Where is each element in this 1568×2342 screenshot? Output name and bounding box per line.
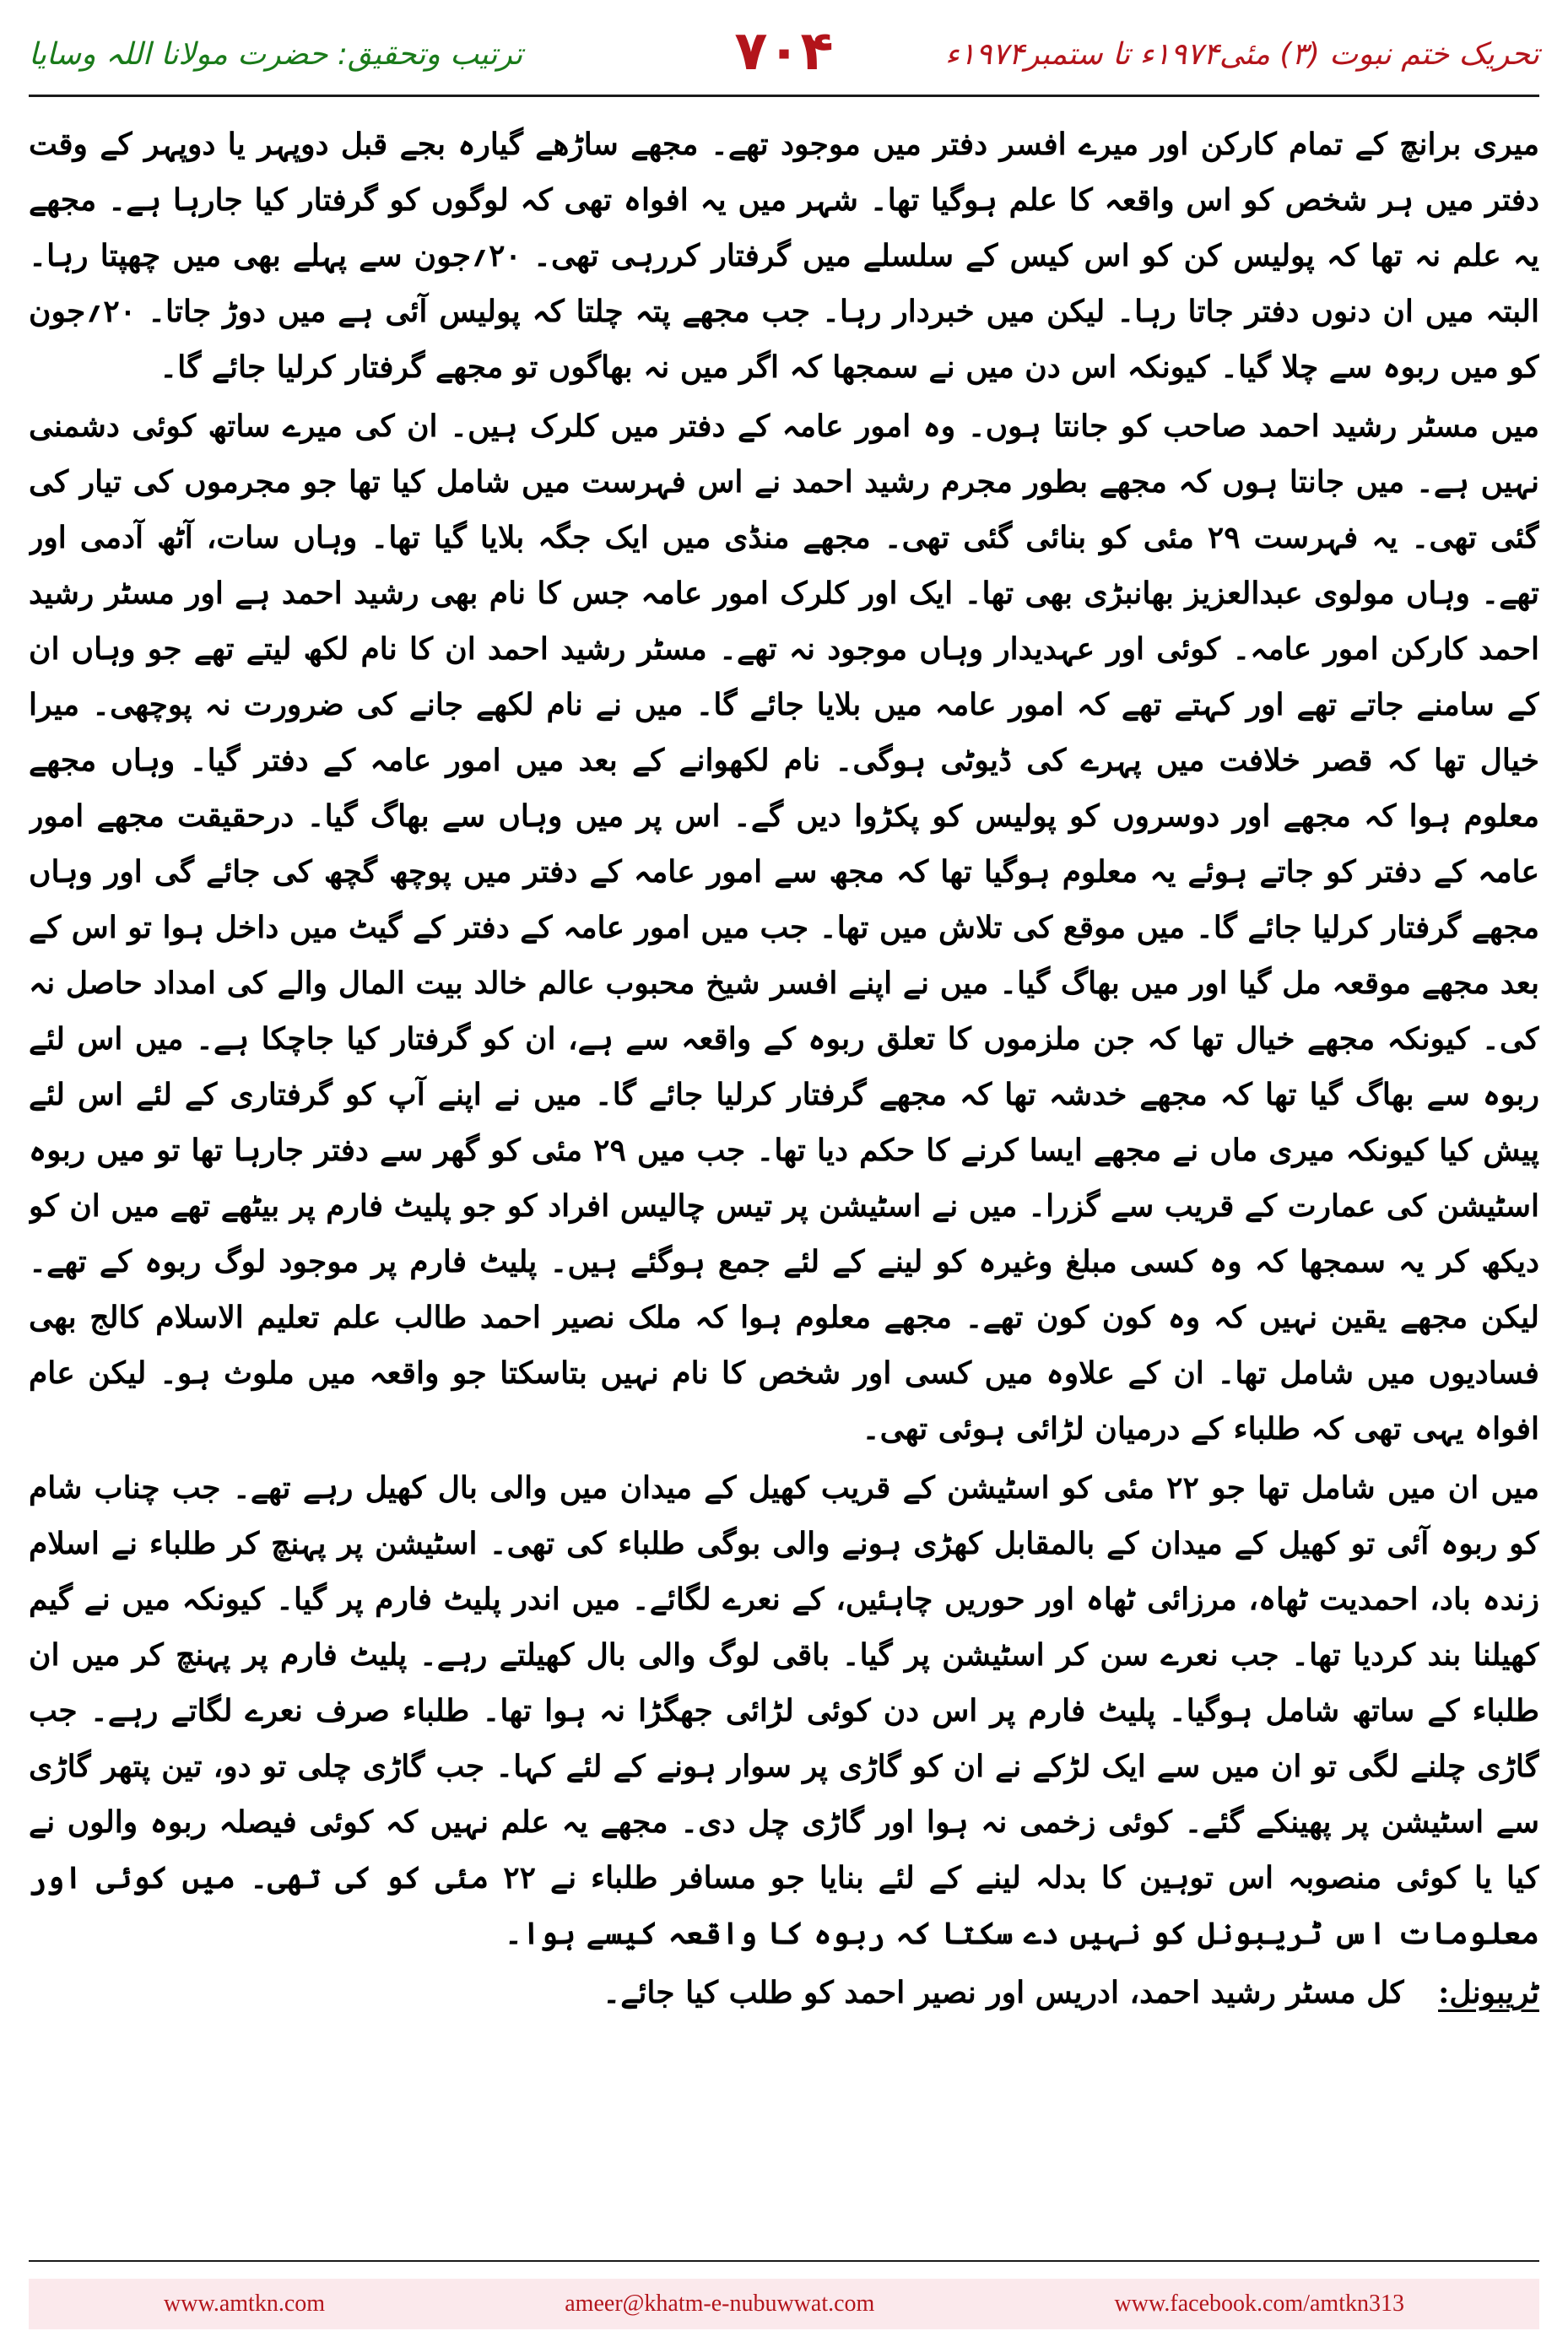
volume-title: تحریک ختم نبوت (۳) مئی۱۹۷۴ء تا ستمبر۱۹۷۴ء	[944, 37, 1539, 72]
paragraph-3: میں ان میں شامل تھا جو ۲۲ مئی کو اسٹیشن کے قریب کھیل کے میدان میں والی بال کھیل رہے تھے۔ جب چناب شام کو ربوہ آئی تو کھیل کے میدان کے بالمقابل کھڑی ہونے والی بوگی طلباء کی تھی۔ اسٹیشن پر پہنچ کر طلباء نے اسلام زندہ باد، احمدیت ٹھاہ، مرزائی ٹھاہ اور حوریں چاہئیں، کے نعرے لگائے۔ میں اندر پلیٹ فارم پر گیا۔ کیونکہ میں نے گیم کھیلنا بند کردیا تھا۔ جب نعرے سن کر اسٹیشن پر گیا۔ باقی لوگ والی بال کھیلتے رہے۔ پلیٹ فارم پر پہنچ کر میں ان طلباء کے ساتھ شامل ہوگیا۔ پلیٹ فارم پر اس دن کوئی لڑائی جھگڑا نہ ہوا تھا۔ طلباء صرف نعرے لگاتے رہے۔ جب گاڑی چلنے لگی تو ان میں سے ایک لڑکے نے ان کو گاڑی پر سوار ہونے کے لئے کہا۔ جب گاڑی چلی تو دو، تین پتھر گاڑی سے اسٹیشن پر پھینکے گئے۔ کوئی زخمی نہ ہوا اور گاڑی چل دی۔ مجھے یہ علم نہیں کہ کوئی فیصلہ ربوہ والوں نے کیا یا کوئی منصوبہ اس توہین کا بدلہ لینے کے لئے بنایا جو مسافر طلباء نے ۲۲ مئی کو کی تھی۔ میں کوئی اور معلومات اس ٹریبونل کو نہیں دے سکتا کہ ربوہ کا واقعہ کیسے ہوا۔	[29, 1470, 1539, 1951]
tribunal-text: کل مسٹر رشید احمد، ادریس اور نصیر احمد کو طلب کیا جائے۔	[603, 1975, 1404, 2010]
compiler-credit: ترتیب وتحقیق: حضرت مولانا اللہ وسایا	[29, 37, 523, 72]
footer-divider	[29, 2260, 1539, 2262]
paragraph-2: میں مسٹر رشید احمد صاحب کو جانتا ہوں۔ وہ امور عامہ کے دفتر میں کلرک ہیں۔ ان کی میرے ساتھ کوئی دشمنی نہیں ہے۔ میں جانتا ہوں کہ مجھے بطور مجرم رشید احمد نے اس فہرست میں شامل کیا تھا جو مجرموں کی تیار کی گئی تھی۔ یہ فہرست ۲۹ مئی کو بنائی گئی تھی۔ مجھے منڈی میں ایک جگہ بلایا گیا تھا۔ وہاں سات، آٹھ آدمی اور تھے۔ وہاں مولوی عبدالعزیز بھانبڑی بھی تھا۔ ایک اور کلرک امور عامہ جس کا نام بھی رشید احمد ہے اور مسٹر رشید احمد کارکن امور عامہ۔ کوئی اور عہدیدار وہاں موجود نہ تھے۔ مسٹر رشید احمد ان کا نام لکھ لیتے تھے جو وہاں ان کے سامنے جاتے تھے اور کہتے تھے کہ امور عامہ میں بلایا جائے گا۔ میں نے نام لکھے جانے کی ضرورت نہ پوچھی۔ میرا خیال تھا کہ قصر خلافت میں پہرے کی ڈیوٹی ہوگی۔ نام لکھوانے کے بعد میں امور عامہ کے دفتر گیا۔ وہاں مجھے معلوم ہوا کہ مجھے اور دوسروں کو پولیس کو پکڑوا دیں گے۔ اس پر میں وہاں سے بھاگ گیا۔ درحقیقت مجھے امور عامہ کے دفتر کو جاتے ہوئے یہ معلوم ہوگیا تھا کہ مجھ سے امور عامہ کے دفتر میں پوچھ گچھ کی جائے گی اور وہاں مجھے گرفتار کرلیا جائے گا۔ میں موقع کی تلاش میں تھا۔ جب میں امور عامہ کے دفتر کے گیٹ میں داخل ہوا تو اس کے بعد مجھے موقعہ مل گیا اور میں بھاگ گیا۔ میں نے اپنے افسر شیخ محبوب عالم خالد بیت المال والے کی امداد حاصل نہ کی۔ کیونکہ مجھے خیال تھا کہ جن ملزموں کا تعلق ربوہ کے واقعہ سے ہے، ان کو گرفتار کیا جاچکا ہے۔ میں اس لئے ربوہ سے بھاگ گیا تھا کہ مجھے خدشہ تھا کہ مجھے گرفتار کرلیا جائے گا۔ میں نے اپنے آپ کو گرفتاری کے لئے اس لئے پیش کیا کیونکہ میری ماں نے مجھے ایسا کرنے کا حکم دیا تھا۔ جب میں ۲۹ مئی کو گھر سے دفتر جارہا تھا تو میں ربوہ اسٹیشن کی عمارت کے قریب سے گزرا۔ میں نے اسٹیشن پر تیس چالیس افراد کو جو پلیٹ فارم پر بیٹھے تھے میں ان کو دیکھ کر یہ سمجھا کہ وہ کسی مبلغ وغیرہ کو لینے کے لئے جمع ہوگئے ہیں۔ پلیٹ فارم پر موجود لوگ ربوہ کے تھے۔ لیکن مجھے یقین نہیں کہ وہ کون کون تھے۔ مجھے معلوم ہوا کہ ملک نصیر احمد طالب علم تعلیم الاسلام کالج بھی فسادیوں میں شامل تھا۔ ان کے علاوہ میں کسی اور شخص کا نام نہیں بتاسکتا جو واقعہ میں ملوث ہو۔ لیکن عام افواہ یہی تھی کہ طلباء کے درمیان لڑائی ہوئی تھی۔	[29, 408, 1539, 1447]
header-divider	[29, 95, 1539, 97]
page-footer	[29, 2279, 1539, 2329]
website-link[interactable]: www.amtkn.com	[164, 2291, 326, 2317]
tribunal-order	[29, 1965, 1539, 2020]
tribunal-label: ٹریبونل:	[1438, 1975, 1539, 2010]
email-link[interactable]: ameer@khatm-e-nubuwwat.com	[565, 2291, 875, 2317]
page-number: ۷۰۴	[734, 20, 834, 83]
paragraph-1: میری برانچ کے تمام کارکن اور میرے افسر دفتر میں موجود تھے۔ مجھے ساڑھے گیارہ بجے قبل دوپہر یا دوپہر کے وقت دفتر میں ہر شخص کو اس واقعہ کا علم ہوگیا تھا۔ شہر میں یہ افواہ تھی کہ لوگوں کو گرفتار کیا جارہا ہے۔ مجھے یہ علم نہ تھا کہ پولیس کن کو اس کیس کے سلسلے میں گرفتار کررہی تھی۔ ۲۰؍جون سے پہلے بھی میں چھپتا رہا۔ البتہ میں ان دنوں دفتر جاتا رہا۔ لیکن میں خبردار رہا۔ جب مجھے پتہ چلتا کہ پولیس آئی ہے میں دوڑ جاتا۔ ۲۰؍جون کو میں ربوہ سے چلا گیا۔ کیونکہ اس دن میں نے سمجھا کہ اگر میں نہ بھاگوں تو مجھے گرفتار کرلیا جائے گا۔	[29, 127, 1539, 385]
facebook-link[interactable]: www.facebook.com/amtkn313	[1114, 2291, 1404, 2317]
document-body	[29, 116, 1539, 2231]
